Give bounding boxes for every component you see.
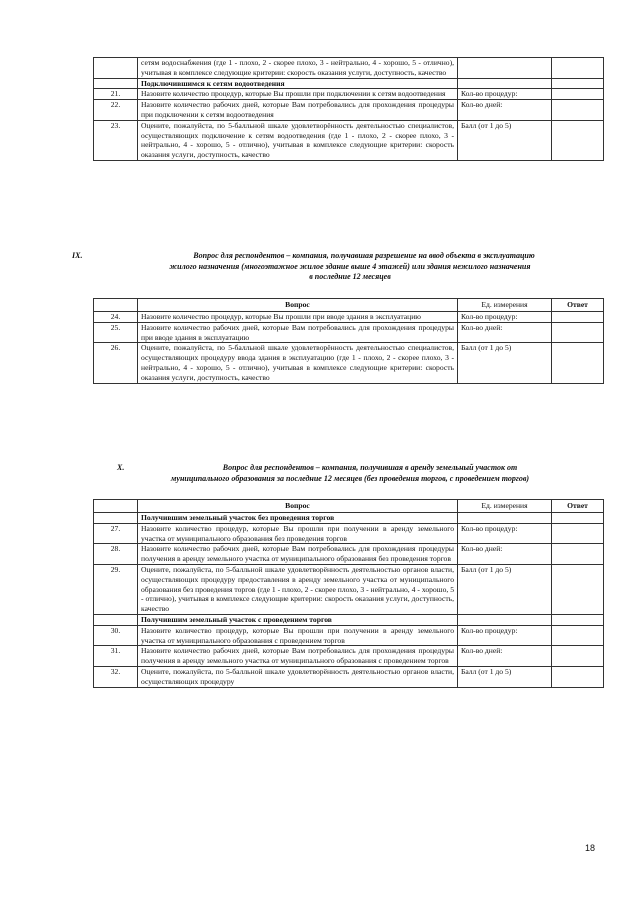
question-text: Оцените, пожалуйста, по 5-балльной шкале удовлетворённость деятельностью специалистов, осуществляющих процедуру ввода здания в эксплуатацию (где 1 - плохо, 2 - скорее плохо, 3 - нейтрально, 4 - хорошо, 5 - отлично), учитывая в комплексе следующие критерии: скорость оказания услуги, доступность, качество [138,343,458,383]
unit-cell: Кол-во процедур: [458,625,552,646]
table-row [94,89,604,100]
header-unit: Ед. измерения [458,500,552,513]
section-x-number: X. [117,463,125,472]
answer-cell[interactable] [552,100,604,121]
table-section-x [93,499,604,688]
unit-cell: Балл (от 1 до 5) [458,564,552,614]
answer-cell[interactable] [552,625,604,646]
unit-cell: Кол-во дней: [458,322,552,343]
answer-cell[interactable] [552,564,604,614]
table-row [94,58,604,79]
unit-cell: Кол-во процедур: [458,523,552,544]
question-number: 27. [94,523,138,544]
question-number: 24. [94,312,138,323]
answer-cell[interactable] [552,322,604,343]
answer-cell[interactable] [552,89,604,100]
subsection-title: Получившим земельный участок без проведения торгов [138,513,458,524]
question-number [94,58,138,79]
question-text: Назовите количество рабочих дней, которые Вам потребовались для прохождения процедуры при подключении к сетям водоотведения [138,100,458,121]
question-text: Оцените, пожалуйста, по 5-балльной шкале удовлетворённость деятельностью специалистов, осуществляющих подключение к сетям водоотведения (где 1 - плохо, 2 - скорее плохо, 3 - нейтрально, 4 - хорошо, 5 - отлично), учитывая в комплексе следующие критерии: скорость оказания услуги, доступность, качество [138,120,458,160]
answer-cell[interactable] [552,312,604,323]
question-number: 32. [94,666,138,687]
section-ix-number: IX. [72,251,83,260]
subsection-row [94,614,604,625]
question-text: Назовите количество процедур, которые Вы прошли при получении в аренду земельного участка от муниципального образования с проведением торгов [138,625,458,646]
table-section-viii-continuation [93,57,604,161]
question-text: Назовите количество рабочих дней, которые Вам потребовались для прохождения процедуры при вводе здания в эксплуатацию [138,322,458,343]
answer-cell[interactable] [552,666,604,687]
subsection-row [94,78,604,89]
question-number: 29. [94,564,138,614]
answer-cell[interactable] [552,544,604,565]
table-row [94,343,604,383]
header-question: Вопрос [138,299,458,312]
unit-cell: Кол-во дней: [458,646,552,667]
table-row [94,100,604,121]
table-row [94,646,604,667]
unit-cell: Кол-во дней: [458,100,552,121]
question-text: Оцените, пожалуйста, по 5-балльной шкале удовлетворённость деятельностью органов власти, осуществляющих процедуру предоставления в аренду земельного участка от муниципального образования без проведения торгов (где 1 - плохо, 2 - скорее плохо, 3 - нейтрально, 4 - хорошо, 5 - отлично), учитывая в комплексе следующие критерии: скорость оказания услуги, доступность, качество [138,564,458,614]
unit-cell: Балл (от 1 до 5) [458,343,552,383]
question-number: 25. [94,322,138,343]
header-answer: Ответ [552,299,604,312]
subsection-title: Получившим земельный участок с проведением торгов [138,614,458,625]
answer-cell[interactable] [552,343,604,383]
header-answer: Ответ [552,500,604,513]
answer-cell[interactable] [552,120,604,160]
table-row [94,523,604,544]
subsection-row [94,513,604,524]
question-number: 31. [94,646,138,667]
table-section-ix [93,298,604,384]
question-text: Назовите количество рабочих дней, которые Вам потребовались для прохождения процедуры получения в аренду земельного участка от муниципального образования без проведения торгов [138,544,458,565]
unit-cell: Кол-во дней: [458,544,552,565]
table-row [94,312,604,323]
question-text: Назовите количество рабочих дней, которые Вам потребовались для прохождения процедуры получения в аренду земельного участка от муниципального образования с проведением торгов [138,646,458,667]
table-row [94,544,604,565]
subsection-title: Подключившимся к сетям водоотведения [138,78,458,89]
answer-cell[interactable] [552,58,604,79]
unit-cell: Балл (от 1 до 5) [458,666,552,687]
question-number: 23. [94,120,138,160]
table-header [94,299,604,312]
question-number: 21. [94,89,138,100]
header-unit: Ед. измерения [458,299,552,312]
question-number: 28. [94,544,138,565]
unit-cell [458,58,552,79]
question-text: сетям водоснабжения (где 1 - плохо, 2 - скорее плохо, 3 - нейтрально, 4 - хорошо, 5 - отлично), учитывая в комплексе следующие критерии: скорость оказания услуги, доступность, качество [138,58,458,79]
question-text: Назовите количество процедур, которые Вы прошли при получении в аренду земельного участка от муниципального образования без проведения торгов [138,523,458,544]
unit-cell: Балл (от 1 до 5) [458,120,552,160]
table-row [94,120,604,160]
table-row [94,322,604,343]
question-number: 22. [94,100,138,121]
unit-cell: Кол-во процедур: [458,312,552,323]
unit-cell: Кол-во процедур: [458,89,552,100]
table-row [94,564,604,614]
table-header [94,500,604,513]
table-row [94,625,604,646]
question-text: Оцените, пожалуйста, по 5-балльной шкале удовлетворённость деятельностью органов власти, осуществляющих процедуру [138,666,458,687]
page-number: 18 [584,843,595,853]
answer-cell[interactable] [552,646,604,667]
question-text: Назовите количество процедур, которые Вы прошли при подключении к сетям водоотведения [138,89,458,100]
header-question: Вопрос [138,500,458,513]
table-row [94,666,604,687]
answer-cell[interactable] [552,523,604,544]
section-ix-title: Вопрос для респондентов – компания, получавшая разрешение на ввод объекта в эксплуатацию жилого назначения (многоэтажное жилое здание выше 4 этажей) или здания нежилого назначения в последние 12 месяцев [169,251,535,281]
question-number: 30. [94,625,138,646]
question-text: Назовите количество процедур, которые Вы прошли при вводе здания в эксплуатацию [138,312,458,323]
section-x-title: Вопрос для респондентов – компания, получившая в аренду земельный участок от муниципального образования за последние 12 месяцев (без проведения торгов, с проведением торгов) [170,463,530,483]
question-number: 26. [94,343,138,383]
